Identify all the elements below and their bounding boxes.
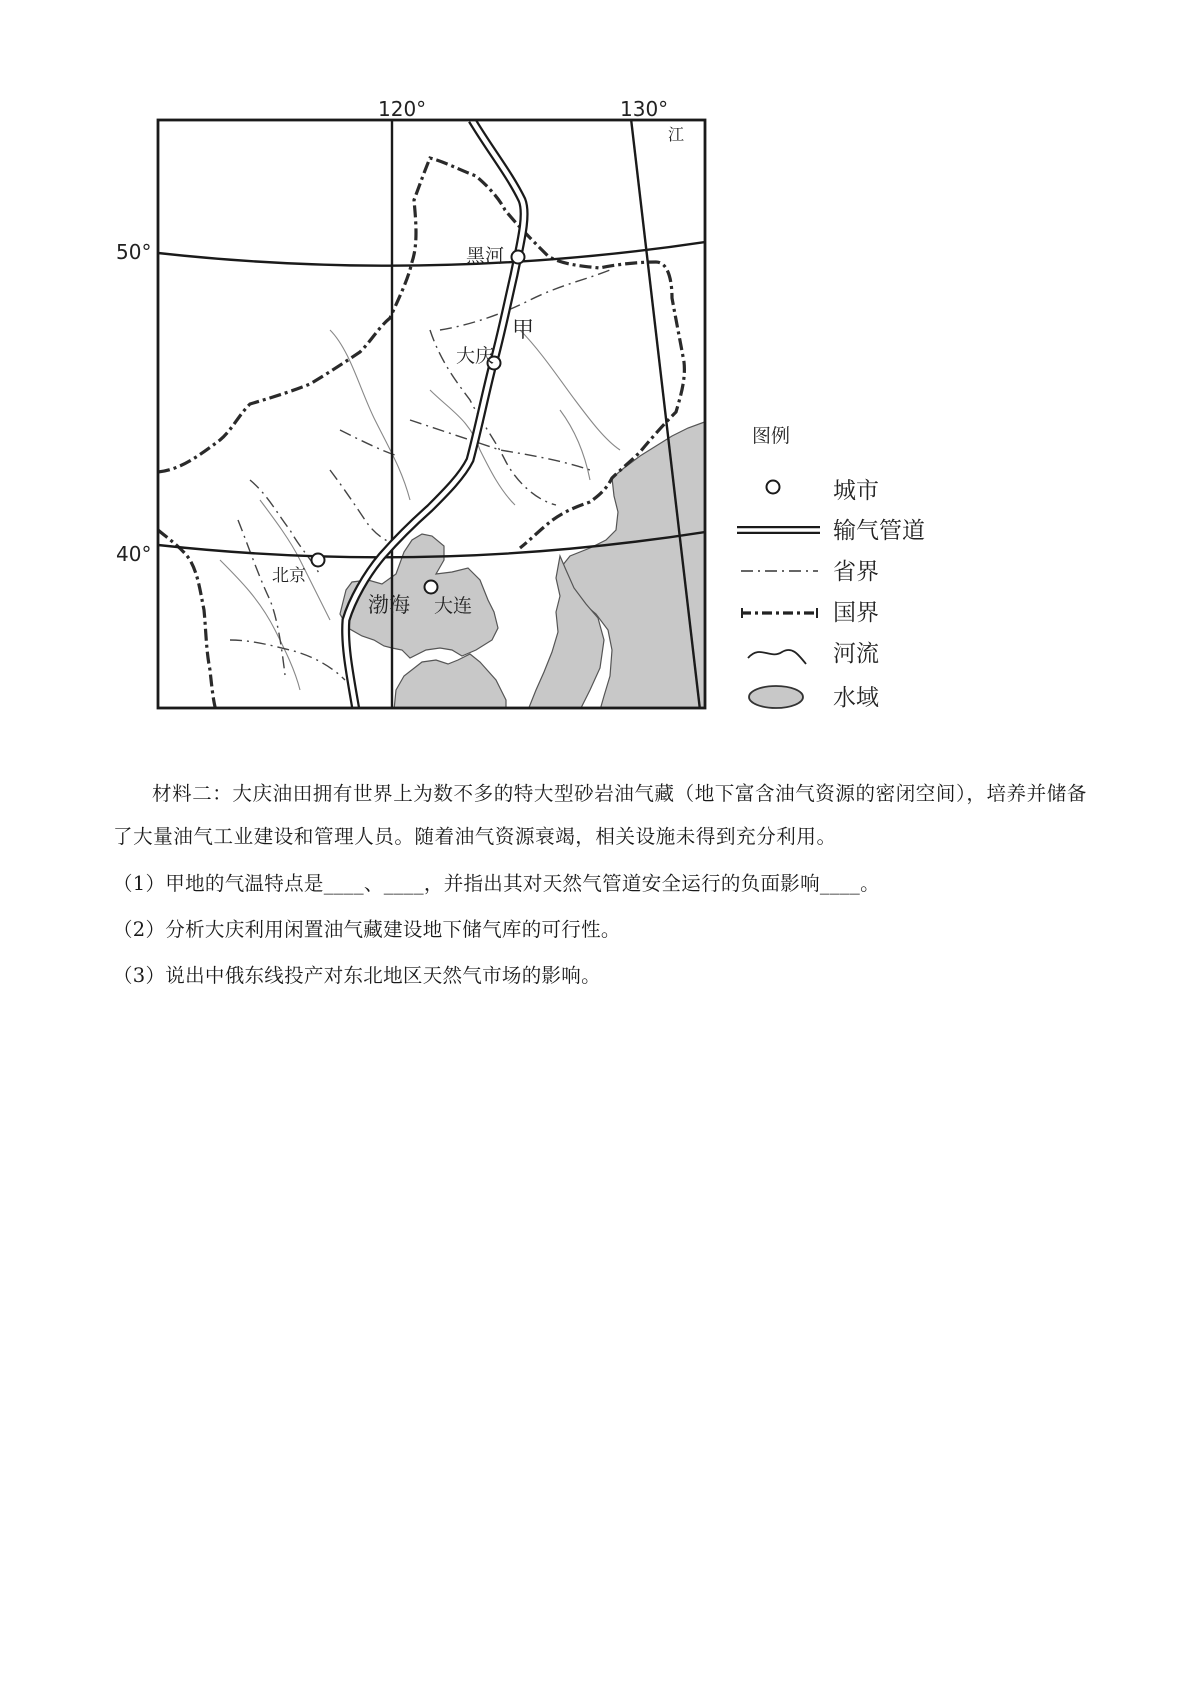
daqing-label: 大庆	[456, 345, 495, 367]
water-icon	[749, 686, 803, 708]
legend-title: 图例	[752, 425, 791, 447]
map-frame	[158, 110, 710, 710]
longitude-120-label: 120°	[378, 97, 427, 121]
longitude-130-label: 130°	[620, 97, 669, 121]
river-icon	[748, 650, 806, 664]
beijing-city-icon	[312, 554, 325, 567]
question-text	[113, 772, 1098, 987]
bohai-sea-water	[340, 534, 498, 658]
map-figure	[0, 0, 1200, 740]
corner-label: 江	[668, 125, 685, 144]
legend-label-river: 河流	[833, 641, 879, 667]
question-2: （2）分析大庆利用闲置油气藏建设地下储气库的可行性。	[113, 918, 621, 941]
bohai-label: 渤海	[368, 593, 410, 617]
legend-label-province: 省界	[833, 559, 879, 585]
legend-label-pipeline: 输气管道	[833, 518, 925, 544]
city-icon	[767, 481, 780, 494]
latitude-40-label: 40°	[116, 542, 152, 566]
jia-label: 甲	[512, 318, 535, 343]
latitude-50-label: 50°	[116, 240, 152, 264]
legend-label-water: 水域	[833, 685, 879, 711]
legend-label-city: 城市	[833, 478, 879, 504]
national-boundary-icon	[741, 608, 818, 618]
heihe-label: 黑河	[466, 245, 505, 267]
beijing-label: 北京	[272, 566, 306, 586]
map-legend	[737, 425, 925, 711]
question-1: （1）甲地的气温特点是____、____，并指出其对天然气管道安全运行的负面影响____。	[113, 872, 880, 895]
yellow-sea-water	[394, 654, 506, 710]
material-two-paragraph: 材料二：大庆油田拥有世界上为数不多的特大型砂岩油气藏（地下富含油气资源的密闭空间），培养并储备了大量油气工业建设和管理人员。随着油气资源衰竭，相关设施未得到充分利用。	[113, 782, 1087, 848]
heihe-city-icon	[512, 251, 525, 264]
dalian-city-icon	[425, 581, 438, 594]
dalian-label: 大连	[434, 595, 473, 617]
legend-label-national: 国界	[833, 600, 879, 626]
question-3: （3）说出中俄东线投产对东北地区天然气市场的影响。	[113, 964, 601, 987]
